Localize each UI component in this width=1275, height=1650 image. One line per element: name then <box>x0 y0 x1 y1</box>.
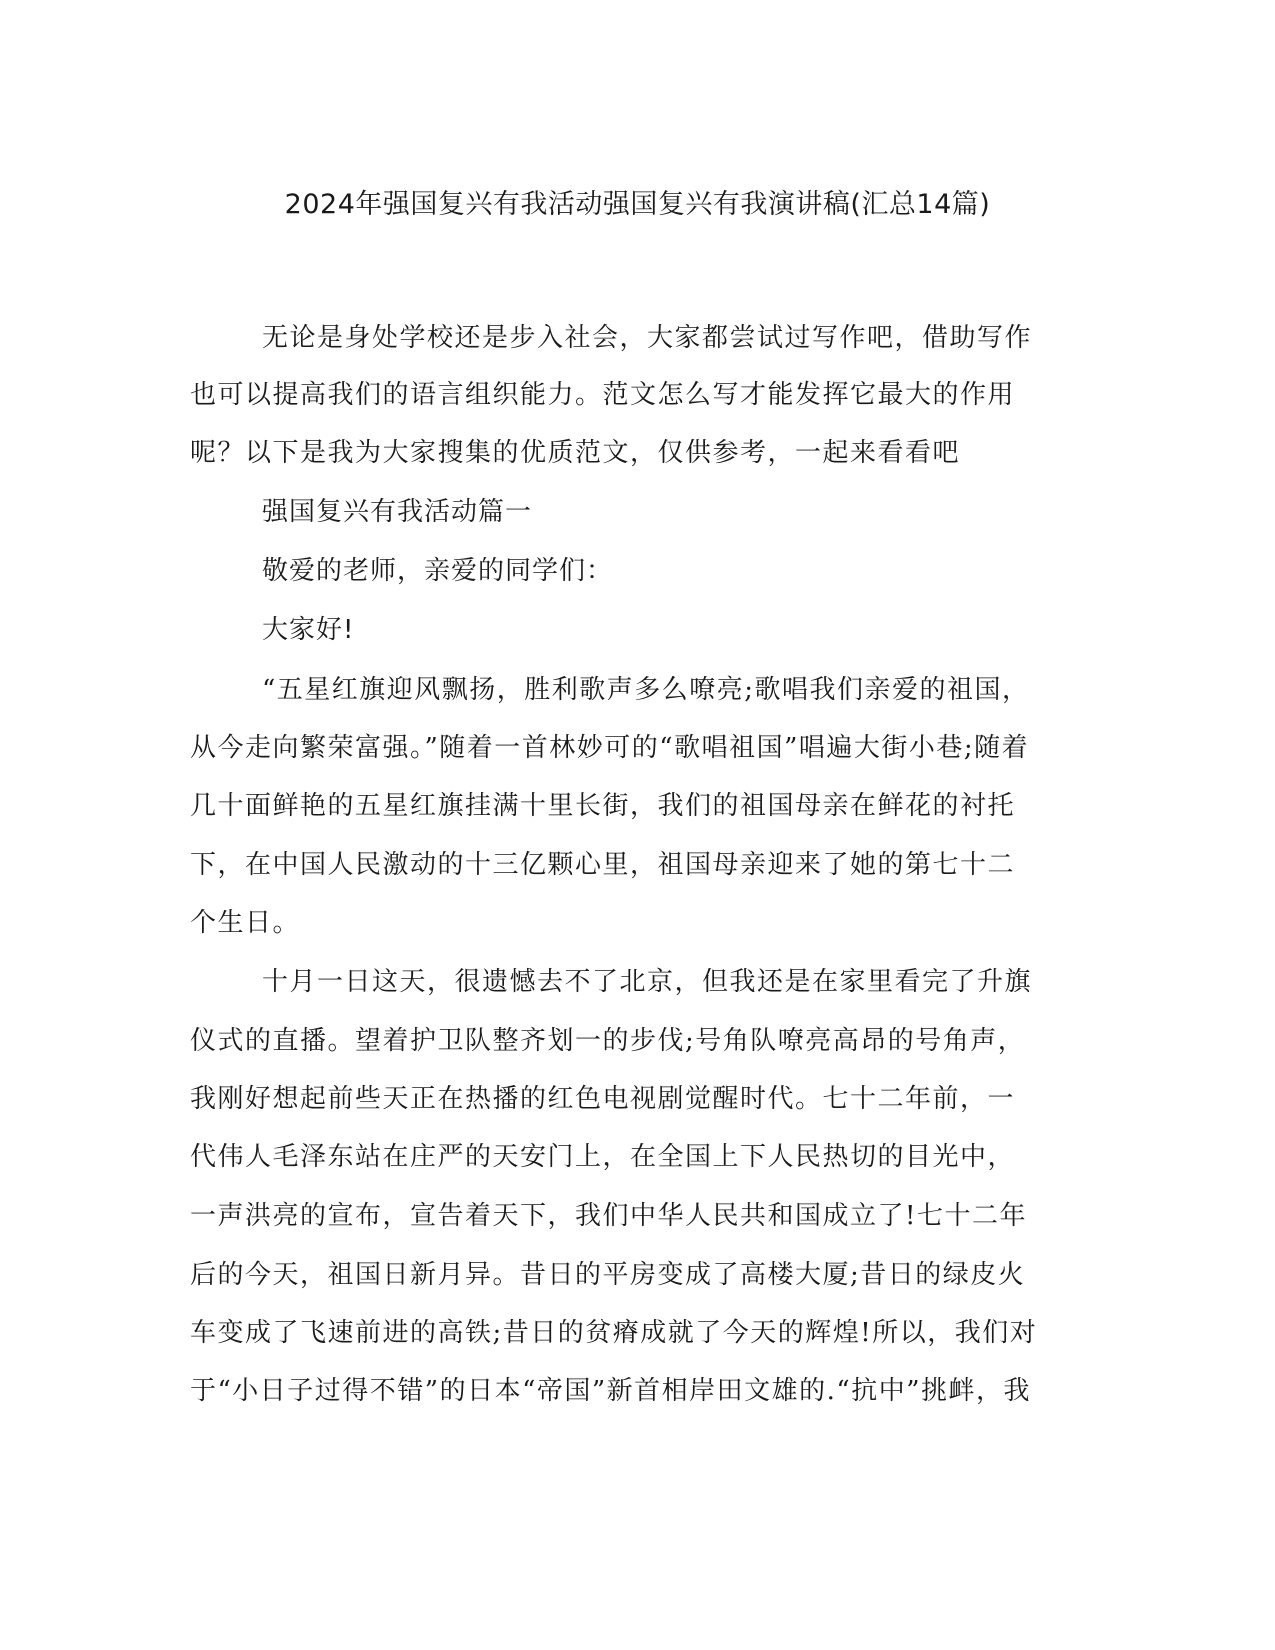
paragraph-line: 于“小日子过得不错”的日本“帝国”新首相岸田文雄的.“抗中”挑衅，我 <box>190 1376 1032 1406</box>
paragraph-line: 代伟人毛泽东站在庄严的天安门上，在全国上下人民热切的目光中， <box>190 1142 1016 1172</box>
greeting: 大家好! <box>262 615 355 645</box>
paragraph-line: 十月一日这天，很遗憾去不了北京，但我还是在家里看完了升旗 <box>262 967 1033 997</box>
paragraph-line: “五星红旗迎风飘扬，胜利歌声多么嘹亮;歌唱我们亲爱的祖国， <box>262 675 1030 705</box>
paragraph-line: 后的今天，祖国日新月异。昔日的平房变成了高楼大厦;昔日的绿皮火 <box>190 1260 1026 1290</box>
section-heading: 强国复兴有我活动篇一 <box>262 497 533 527</box>
paragraph-line: 个生日。 <box>190 908 301 938</box>
paragraph-line: 仪式的直播。望着护卫队整齐划一的步伐;号角队嘹亮高昂的号角声， <box>190 1026 1026 1056</box>
paragraph-line: 车变成了飞速前进的高铁;昔日的贫瘠成就了今天的辉煌!所以，我们对 <box>190 1318 1038 1348</box>
paragraph-line: 从今走向繁荣富强。”随着一首林妙可的“歌唱祖国”唱遍大街小巷;随着 <box>190 733 1030 763</box>
paragraph-line: 无论是身处学校还是步入社会，大家都尝试过写作吧，借助写作 <box>262 323 1033 353</box>
paragraph-line: 几十面鲜艳的五星红旗挂满十里长街，我们的祖国母亲在鲜花的衬托 <box>190 791 1016 821</box>
paragraph-line: 一声洪亮的宣布，宣告着天下，我们中华人民共和国成立了!七十二年 <box>190 1201 1027 1231</box>
paragraph-line: 我刚好想起前些天正在热播的红色电视剧觉醒时代。七十二年前，一 <box>190 1084 1016 1114</box>
paragraph-line: 呢？以下是我为大家搜集的优质范文，仅供参考，一起来看看吧 <box>190 438 961 468</box>
salutation: 敬爱的老师，亲爱的同学们： <box>262 556 614 586</box>
document-title: 2024年强国复兴有我活动强国复兴有我演讲稿(汇总14篇) <box>284 189 991 220</box>
paragraph-line: 下，在中国人民激动的十三亿颗心里，祖国母亲迎来了她的第七十二 <box>190 850 1016 880</box>
paragraph-line: 也可以提高我们的语言组织能力。范文怎么写才能发挥它最大的作用 <box>190 380 1016 410</box>
